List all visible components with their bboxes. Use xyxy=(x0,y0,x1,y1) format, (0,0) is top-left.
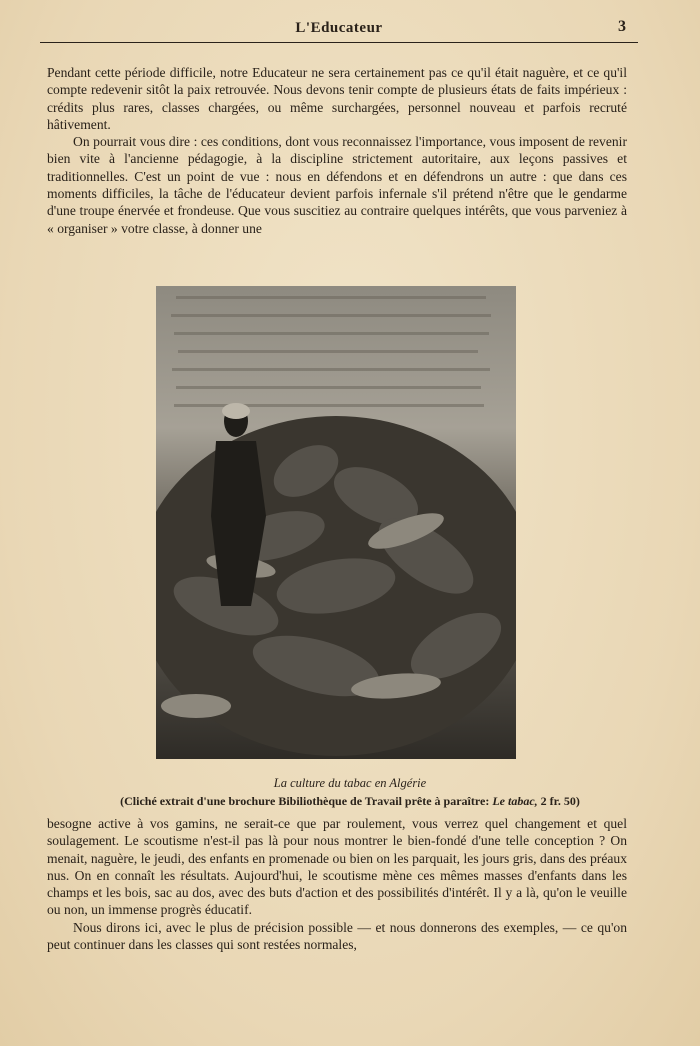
paragraph: Nous dirons ici, avec le plus de précision possible — et nous donnerons des exemples, — ce qu'on peut continuer dans les classes qui sont restées normales, xyxy=(47,919,627,953)
page-header xyxy=(40,18,638,43)
page-number: 3 xyxy=(618,18,626,35)
credit-suffix: 2 fr. 50) xyxy=(540,794,580,808)
paragraph: besogne active à vos gamins, ne serait-ce que par roulement, vous verrez quel changement et quel soulagement. Le scoutisme n'est-il pas là pour nous montrer le bien-fondé d'une telle conception ? On menait, naguère, le jeudi, des enfants en promenade ou bien on les parquait, les jours gris, dans des préaux nus. On en connaît les résultats. Aujourd'hui, le scoutisme mène ces mêmes masses d'enfants dans les champs et les bois, sac au dos, avec des buts d'action et des possibilités d'intérêt. Il y a là, qu'on le veuille ou non, un immense progrès éducatif. xyxy=(47,816,627,918)
article-text-bottom xyxy=(47,815,627,953)
credit-title: Le tabac, xyxy=(492,794,538,808)
photo-illustration xyxy=(156,286,516,759)
credit-prefix: (Cliché extrait d'une brochure Bibiliothèque de Travail prête à paraître: xyxy=(120,794,490,808)
figure-caption: La culture du tabac en Algérie xyxy=(273,776,427,790)
paragraph: Pendant cette période difficile, notre Educateur ne sera certainement pas ce qu'il était naguère, et ce qu'il compte redevenir sitôt la paix retrouvée. Nous devons tenir compte de plusieurs états de faits impérieux : crédits plus rares, classes chargées, ou même surchargées, personnel nouveau et parfois recruté hâtivement. xyxy=(47,65,627,132)
tobacco-field-photo xyxy=(156,286,516,759)
journal-title: L'Educateur xyxy=(295,20,383,36)
article-text-top xyxy=(47,64,627,237)
paragraph: On pourrait vous dire : ces conditions, dont vous reconnaissez l'importance, vous imposent de revenir bien vite à l'ancienne pédagogie, à la discipline strictement autoritaire, aux leçons passives et traditionnelles. C'est un point de vue : nous en défendons et en défendrons un autre : que dans ces moments difficiles, la tâche de l'éducateur devient parfois infernale s'il prétend n'être que le gendarme d'une troupe énervée et frondeuse. Que vous suscitiez au contraire quelques intérêts, que vous parveniez à « organiser » votre classe, à donner une xyxy=(47,134,627,236)
figure-credit xyxy=(40,794,660,809)
